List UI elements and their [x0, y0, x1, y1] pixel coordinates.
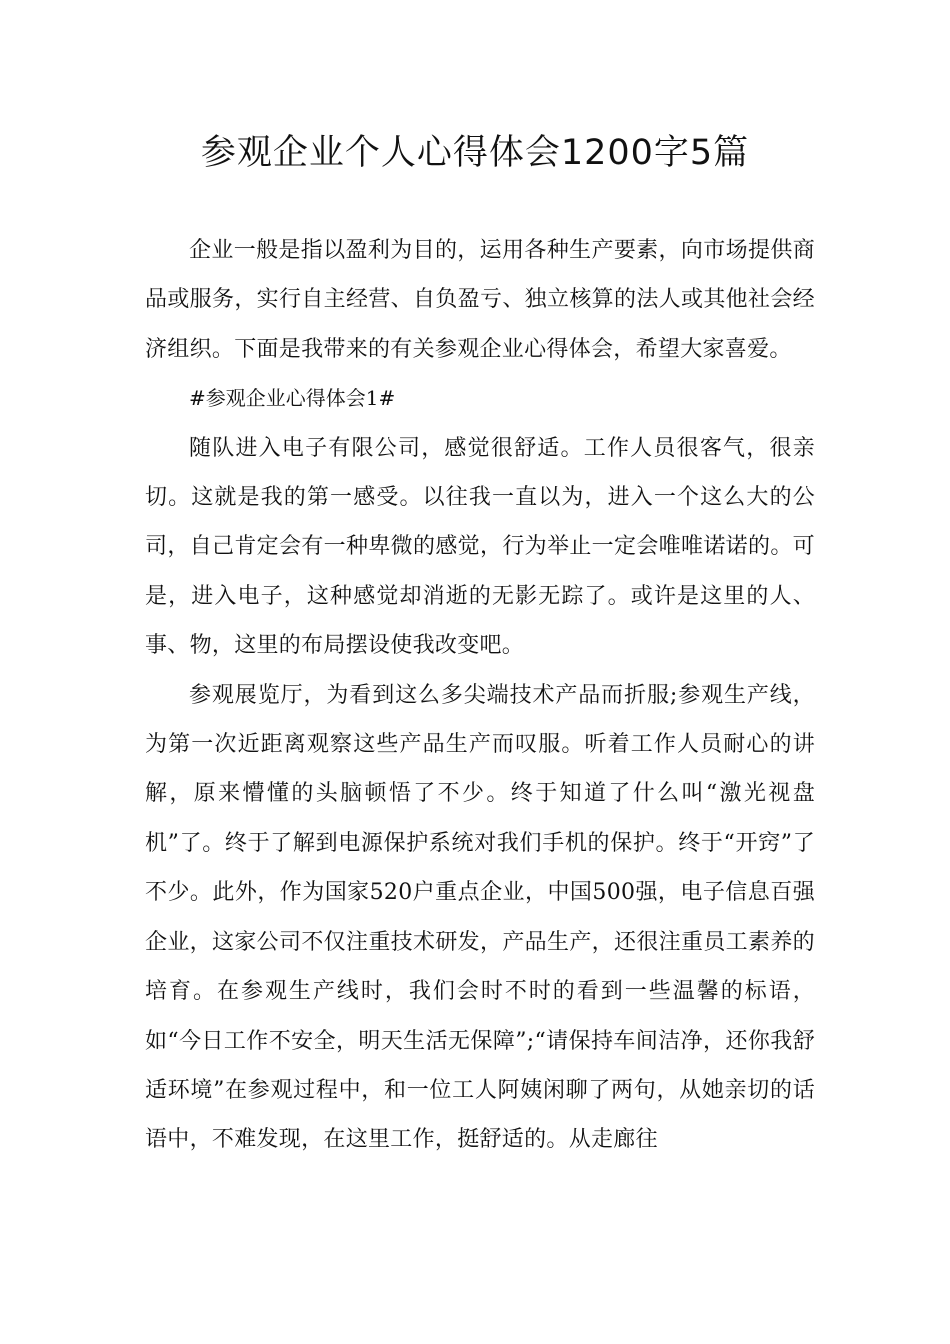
body-paragraph: 随队进入电子有限公司，感觉很舒适。工作人员很客气，很亲切。这就是我的第一感受。以往我一直以为，进入一个这么大的公司，自己肯定会有一种卑微的感觉，行为举止一定会唯唯诺诺的。可是，进入电子，这种感觉却消逝的无影无踪了。或许是这里的人、事、物，这里的布局摆设使我改变吧。 — [145, 435, 815, 659]
document-body — [145, 226, 815, 1165]
intro-paragraph: 企业一般是指以盈利为目的，运用各种生产要素，向市场提供商品或服务，实行自主经营、自负盈亏、独立核算的法人或其他社会经济组织。下面是我带来的有关参观企业心得体会，希望大家喜爱。 — [145, 238, 815, 362]
section-heading: #参观企业心得体会1# — [189, 386, 396, 411]
body-paragraph: 参观展览厅，为看到这么多尖端技术产品而折服;参观生产线，为第一次近距离观察这些产品生产而叹服。听着工作人员耐心的讲解，原来懵懂的头脑顿悟了不少。终于知道了什么叫“激光视盘机”了。终于了解到电源保护系统对我们手机的保护。终于“开窍”了不少。此外，作为国家520户重点企业，中国500强，电子信息百强企业，这家公司不仅注重技术研发，产品生产，还很注重员工素养的培育。在参观生产线时，我们会时不时的看到一些温馨的标语，如“今日工作不安全，明天生活无保障”;“请保持车间洁净，还你我舒适环境”在参观过程中，和一位工人阿姨闲聊了两句，从她亲切的话语中，不难发现，在这里工作，挺舒适的。从走廊往 — [145, 682, 815, 1153]
document-title: 参观企业个人心得体会1200字5篇 — [200, 133, 750, 173]
